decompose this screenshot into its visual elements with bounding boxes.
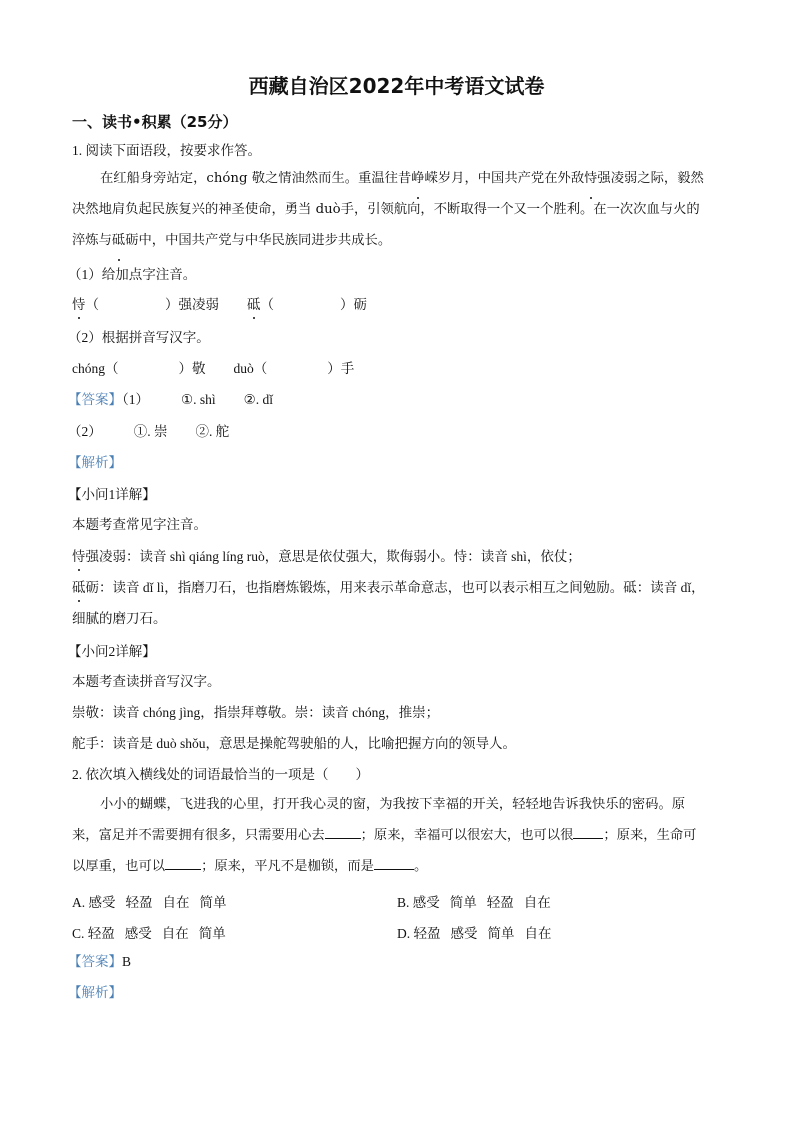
detail-1-para-1 xyxy=(72,548,581,566)
fill-blank xyxy=(573,824,603,839)
passage-text: 强凌弱之际，毅然 xyxy=(597,171,704,186)
option-label: A. xyxy=(72,895,86,910)
fill-blank xyxy=(325,824,361,839)
detail-1-intro: 本题考查常见字注音。 xyxy=(72,517,207,532)
answer-line-1 xyxy=(68,391,273,409)
option-d[interactable] xyxy=(397,922,562,942)
option-a[interactable] xyxy=(72,891,237,911)
detail-2-para-1: 崇敬：读音 chóng jìng，指崇拜尊敬。崇：读音 chóng，推崇； xyxy=(72,705,440,720)
passage-text: ；原来，幸福可以很宏大，也可以很 xyxy=(360,828,574,843)
page-title: 西藏自治区2022年中考语文试卷 xyxy=(248,74,545,98)
answer-tag: 【答案】 xyxy=(68,392,122,407)
option-word: 自在 xyxy=(162,895,190,910)
option-b[interactable] xyxy=(397,891,561,911)
option-c[interactable] xyxy=(72,922,236,942)
dotted-char: 峥 xyxy=(411,163,424,194)
option-word: 轻盈 xyxy=(125,895,153,910)
question-1-stem: 1. 阅读下面语段，按要求作答。 xyxy=(72,143,261,158)
answer-prefix: （1） xyxy=(122,392,149,407)
item-text: ）强凌弱 xyxy=(165,297,219,312)
option-label: B. xyxy=(397,895,410,910)
item-text: ）手 xyxy=(327,361,355,376)
option-word: 感受 xyxy=(88,895,116,910)
q2-analysis-tag: 【解析】 xyxy=(68,985,122,1000)
passage-text: 来，富足并不需要拥有很多，只需要用心去 xyxy=(72,828,325,843)
item-text: ）砺 xyxy=(340,297,367,312)
answer-value: ①. shì xyxy=(181,392,216,407)
option-word: 简单 xyxy=(198,926,226,941)
detail-2-heading: 【小问2详解】 xyxy=(68,644,156,659)
fill-blank xyxy=(165,855,201,870)
item-text: ）敬 xyxy=(178,361,206,376)
question-1-passage xyxy=(72,163,722,256)
sub-question-2-items xyxy=(72,360,354,378)
answer-tag: 【答案】 xyxy=(68,954,122,969)
passage-text: 砺中，中国共产党与中华民族同进步共成长。 xyxy=(125,233,392,248)
answer-value: B xyxy=(122,954,132,969)
answer-line-2 xyxy=(68,423,229,441)
section-heading: 一、读书•积累（25分） xyxy=(72,113,238,131)
detail-1-para-2 xyxy=(72,579,705,597)
dotted-char: 恃 xyxy=(72,297,86,312)
detail-text: 砺：读音 dǐ lì，指磨刀石，也指磨炼锻炼，用来表示革命意志，也可以表示相互之间勉励。砥：读音 dǐ， xyxy=(85,580,705,595)
option-word: 感受 xyxy=(450,926,478,941)
paren-open: （ xyxy=(260,297,274,312)
paren-open: （ xyxy=(85,297,99,312)
option-word: 轻盈 xyxy=(486,895,514,910)
question-2-passage xyxy=(72,789,722,882)
passage-text: 在红船身旁站定，chóng 敬之情油然而生。重温往昔 xyxy=(100,171,412,186)
option-word: 轻盈 xyxy=(413,926,441,941)
option-word: 简单 xyxy=(449,895,477,910)
detail-2-intro: 本题考查读拼音写汉字。 xyxy=(72,674,221,689)
detail-1-para-2-cont: 细腻的磨刀石。 xyxy=(72,611,167,626)
option-word: 自在 xyxy=(523,895,551,910)
passage-text: 小小的蝴蝶，飞进我的心里，打开我心灵的窗，为我按下幸福的开关，轻轻地告诉我快乐的密码。原 xyxy=(100,797,686,812)
option-word: 感受 xyxy=(412,895,440,910)
answer-value: ①. 崇 xyxy=(133,424,168,439)
sub-question-2-label: （2）根据拼音写汉字。 xyxy=(68,330,210,345)
dotted-char: 砥 xyxy=(247,297,261,312)
option-word: 自在 xyxy=(161,926,189,941)
dotted-char: 砥 xyxy=(112,225,125,256)
passage-text: 。 xyxy=(413,859,428,874)
option-word: 感受 xyxy=(124,926,152,941)
detail-2-para-2: 舵手：读音是 duò shǒu，意思是操舵驾驶船的人，比喻把握方向的领导人。 xyxy=(72,736,517,751)
option-word: 自在 xyxy=(524,926,552,941)
answer-value: ②. 舵 xyxy=(195,424,230,439)
item-text: duò（ xyxy=(233,361,268,376)
dotted-char: 恃 xyxy=(72,549,86,564)
analysis-tag: 【解析】 xyxy=(68,455,122,470)
sub-question-1-label: （1）给加点字注音。 xyxy=(68,267,197,282)
passage-text: 以厚重，也可以 xyxy=(72,859,166,874)
passage-text: 决然地肩负起民族复兴的神圣使命，勇当 duò手，引领航向，不断取得一个又一个胜利。在一次次血与火的 xyxy=(72,202,700,217)
detail-text: 强凌弱：读音 shì qiáng líng ruò，意思是依仗强大，欺侮弱小。恃：读音 shì，依仗； xyxy=(85,549,581,564)
option-word: 简单 xyxy=(487,926,515,941)
passage-text: ；原来，生命可 xyxy=(603,828,697,843)
passage-text: 嵘岁月，中国共产党在外敌 xyxy=(424,171,585,186)
answer-value: ②. dǐ xyxy=(243,392,273,407)
sub-question-1-items xyxy=(72,296,367,314)
passage-text: 淬炼与 xyxy=(72,233,112,248)
detail-1-heading: 【小问1详解】 xyxy=(68,487,156,502)
dotted-char: 砥 xyxy=(72,580,86,595)
option-word: 简单 xyxy=(199,895,227,910)
q2-answer-line xyxy=(68,953,131,971)
option-label: D. xyxy=(397,926,411,941)
dotted-char: 恃 xyxy=(584,163,597,194)
fill-blank xyxy=(374,855,414,870)
answer-prefix: （2） xyxy=(68,424,102,439)
passage-text: ；原来，平凡不是枷锁，而是 xyxy=(201,859,374,874)
option-label: C. xyxy=(72,926,85,941)
option-word: 轻盈 xyxy=(87,926,115,941)
item-text: chóng（ xyxy=(72,361,119,376)
question-2-stem: 2. 依次填入横线处的词语最恰当的一项是（ ） xyxy=(72,767,369,782)
